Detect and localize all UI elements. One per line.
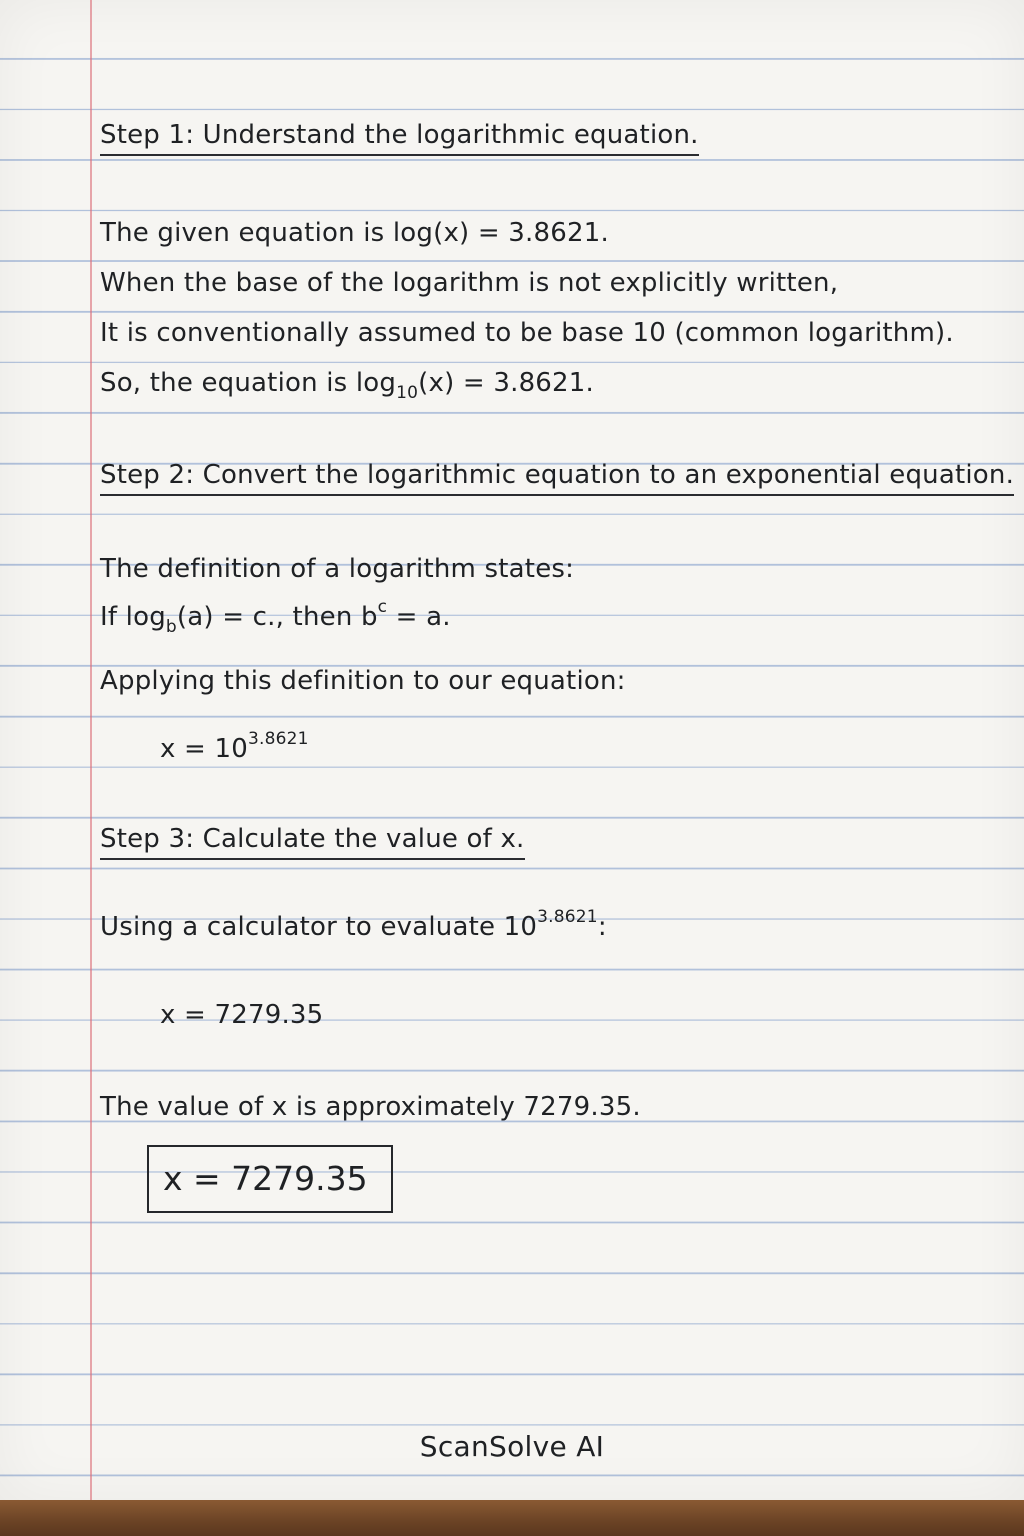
step2-line2-b: (a) = c., then b (176, 602, 378, 632)
step2-equation (160, 729, 309, 764)
step3-line1-b: : (597, 912, 607, 942)
margin-line (90, 0, 92, 1500)
step1-line4-a: So, the equation is log (100, 368, 397, 398)
step1-line4-b: (x) = 3.8621. (418, 368, 594, 398)
step1-line4 (100, 368, 594, 403)
step2-line2 (100, 597, 451, 637)
step2-eq-a: x = 10 (160, 734, 248, 764)
table-surface (0, 1500, 1024, 1536)
step2-line2-sub: b (165, 617, 177, 637)
step2-line3: Applying this definition to our equation: (100, 666, 626, 696)
step3-heading: Step 3: Calculate the value of x. (100, 824, 525, 860)
step2-line2-c: = a. (387, 602, 451, 632)
step1-line4-sub: 10 (396, 383, 419, 403)
step3-line1 (100, 907, 607, 942)
step2-line2-a: If log (100, 602, 166, 632)
step3-line1-sup: 3.8621 (537, 907, 598, 927)
step2-eq-sup: 3.8621 (248, 729, 309, 749)
step2-heading: Step 2: Convert the logarithmic equation to an exponential equation. (100, 460, 1014, 496)
step1-line3: It is conventionally assumed to be base 10 (common logarithm). (100, 318, 954, 348)
step3-line1-a: Using a calculator to evaluate 10 (100, 912, 538, 942)
footer-brand: ScanSolve AI (419, 1430, 605, 1463)
step1-heading: Step 1: Understand the logarithmic equation. (100, 120, 699, 156)
step1-line1: The given equation is log(x) = 3.8621. (100, 218, 609, 248)
step3-equation: x = 7279.35 (160, 1000, 324, 1030)
final-answer-box: x = 7279.35 (147, 1145, 393, 1213)
step3-conclusion: The value of x is approximately 7279.35. (100, 1092, 641, 1122)
step2-line2-sup: c (377, 597, 388, 617)
step2-line1: The definition of a logarithm states: (100, 554, 575, 584)
step1-line2: When the base of the logarithm is not explicitly written, (100, 268, 839, 298)
